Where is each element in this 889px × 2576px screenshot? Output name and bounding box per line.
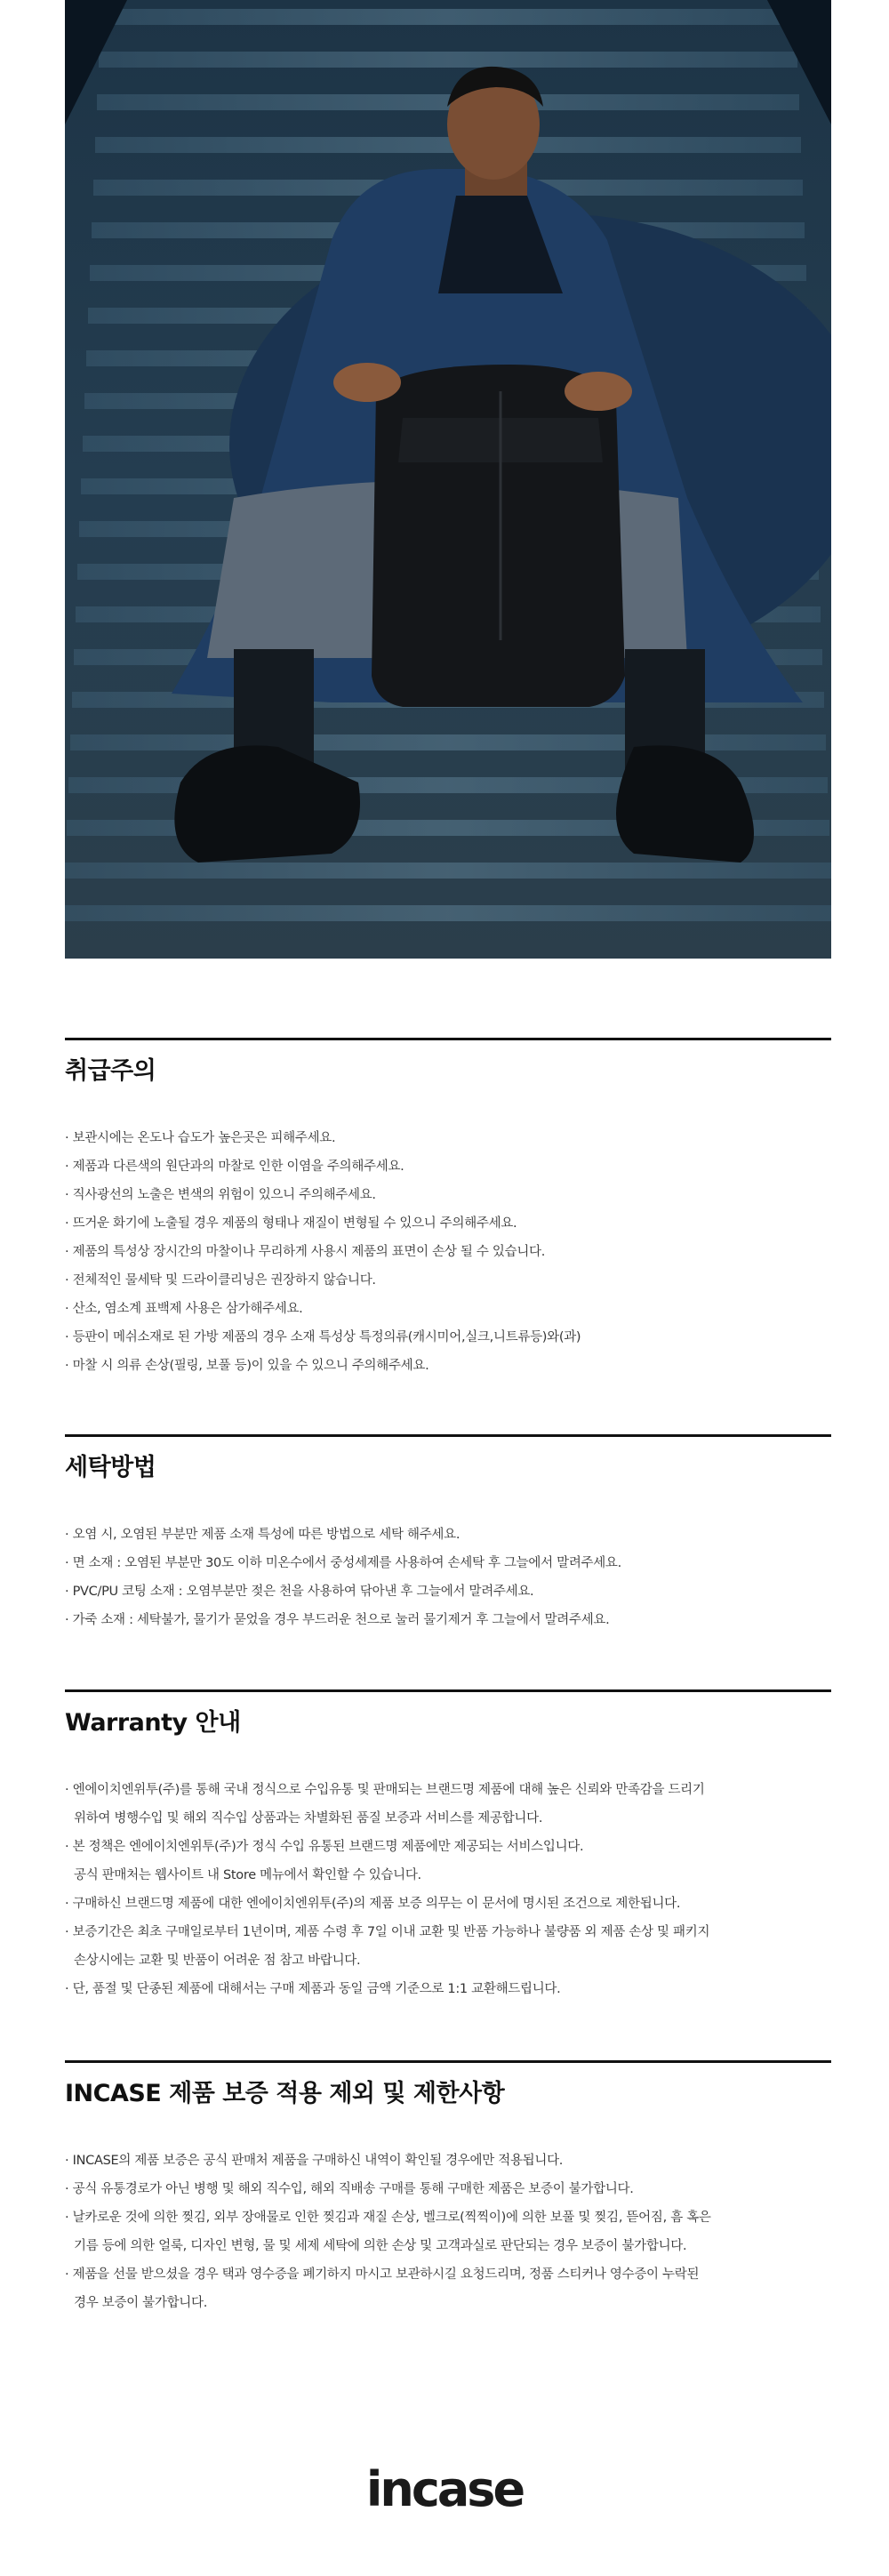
list-item-continuation: 기름 등에 의한 얼룩, 디자인 변형, 물 및 세제 세탁에 의한 손상 및 고객과실로 판단되는 경우 보증이 불가합니다.	[74, 2239, 687, 2253]
list-item: · 전체적인 물세탁 및 드라이클리닝은 권장하지 않습니다.	[65, 1273, 376, 1288]
list-item	[65, 2260, 831, 2317]
list-item: · 오염 시, 오염된 부분만 제품 소재 특성에 따른 방법으로 세탁 해주세요.	[65, 1528, 461, 1542]
list-item-continuation: 경우 보증이 불가합니다.	[74, 2296, 207, 2310]
list-item-continuation: 공식 판매처는 웹사이트 내 Store 메뉴에서 확인할 수 있습니다.	[74, 1868, 421, 1882]
care-title: 취급주의	[65, 1057, 156, 1085]
list-item: · 마찰 시 의류 손상(필링, 보풀 등)이 있을 수 있으니 주의해주세요.	[65, 1359, 429, 1373]
list-item: · 직사광선의 노출은 변색의 위험이 있으니 주의해주세요.	[65, 1188, 376, 1202]
list-item-text: · 엔에이치엔위투(주)를 통해 국내 정식으로 수입유통 및 판매되는 브랜드명 제품에 대해 높은 신뢰와 만족감을 드리기	[65, 1783, 705, 1797]
list-item: · 면 소재 : 오염된 부분만 30도 이하 미온수에서 중성세제를 사용하여 손세탁 후 그늘에서 말려주세요.	[65, 1556, 621, 1570]
list-item-text: · 날카로운 것에 의한 찢김, 외부 장애물로 인한 찢김과 재질 손상, 벨크로(찍찍이)에 의한 보풀 및 찢김, 뜯어짐, 흠 혹은	[65, 2211, 711, 2225]
stair-step	[95, 137, 801, 153]
footer	[0, 2463, 889, 2516]
exclusions-title: INCASE 제품 보증 적용 제외 및 제한사항	[65, 2080, 505, 2107]
care-list	[65, 1124, 831, 1380]
exclusions-list	[65, 2147, 831, 2317]
wash-list	[65, 1521, 831, 1634]
list-item-text: · 제품을 선물 받으셨을 경우 택과 영수증을 폐기하지 마시고 보관하시길 요청드리며, 정품 스티커나 영수증이 누락된	[65, 2267, 700, 2282]
list-item	[65, 1833, 831, 1890]
list-item: · 제품과 다른색의 원단과의 마찰로 인한 이염을 주의해주세요.	[65, 1160, 404, 1174]
list-item-text: · 공식 유통경로가 아닌 병행 및 해외 직수입, 해외 직배송 구매를 통해 구매한 제품은 보증이 불가합니다.	[65, 2182, 634, 2196]
list-item-text: · 본 정책은 엔에이치엔위투(주)가 정식 수입 유통된 브랜드명 제품에만 제공되는 서비스입니다.	[65, 1840, 584, 1854]
list-item: · 등판이 메쉬소재로 된 가방 제품의 경우 소재 특성상 특정의류(캐시미어,실크,니트류등)와(과)	[65, 1330, 581, 1344]
list-item-text: · 구매하신 브랜드명 제품에 대한 엔에이치엔위투(주)의 제품 보증 의무는 이 문서에 명시된 조건으로 제한됩니다.	[65, 1897, 681, 1911]
warranty-title: Warranty 안내	[65, 1709, 241, 1737]
hero-photo	[65, 0, 831, 959]
section-divider	[65, 1689, 831, 1692]
list-item: · 제품의 특성상 장시간의 마찰이나 무리하게 사용시 제품의 표면이 손상 될 수 있습니다.	[65, 1245, 546, 1259]
list-item	[65, 2147, 831, 2175]
stair-step	[99, 52, 797, 68]
list-item: · 가죽 소재 : 세탁불가, 물기가 묻었을 경우 부드러운 천으로 눌러 물기제거 후 그늘에서 말려주세요.	[65, 1613, 610, 1627]
warranty-list	[65, 1776, 831, 2003]
stair-step	[100, 9, 796, 25]
wash-title: 세탁방법	[65, 1454, 156, 1481]
list-item: · 보관시에는 온도나 습도가 높은곳은 피해주세요.	[65, 1131, 336, 1145]
list-item	[65, 2175, 831, 2203]
list-item-text: · 단, 품절 및 단종된 제품에 대해서는 구매 제품과 동일 금액 기준으로 1:1 교환해드립니다.	[65, 1982, 561, 1996]
model-backpack-image	[65, 0, 831, 959]
wash-section	[65, 1434, 831, 1634]
list-item	[65, 1890, 831, 1918]
care-section	[65, 1038, 831, 1380]
section-divider	[65, 1038, 831, 1040]
list-item: · PVC/PU 코팅 소재 : 오염부분만 젖은 천을 사용하여 닦아낸 후 그늘에서 말려주세요.	[65, 1585, 534, 1599]
incase-logo: incase	[365, 2461, 524, 2517]
stair-step	[97, 94, 799, 110]
stair-step	[70, 734, 826, 750]
section-divider	[65, 2060, 831, 2063]
section-divider	[65, 1434, 831, 1437]
list-item-text: · INCASE의 제품 보증은 공식 판매처 제품을 구매하신 내역이 확인될 경우에만 적용됩니다.	[65, 2154, 564, 2168]
list-item: · 뜨거운 화기에 노출될 경우 제품의 형태나 재질이 변형될 수 있으니 주의해주세요.	[65, 1216, 517, 1231]
warranty-section	[65, 1689, 831, 2003]
list-item	[65, 1776, 831, 1833]
list-item-continuation: 손상시에는 교환 및 반품이 어려운 점 참고 바랍니다.	[74, 1954, 361, 1968]
exclusions-section	[65, 2060, 831, 2317]
stair-step	[65, 905, 831, 921]
list-item	[65, 1918, 831, 1975]
list-item	[65, 1975, 831, 2003]
list-item-continuation: 위하여 병행수입 및 해외 직수입 상품과는 차별화된 품질 보증과 서비스를 제공합니다.	[74, 1811, 543, 1826]
stair-step	[65, 863, 831, 879]
list-item	[65, 2203, 831, 2260]
list-item-text: · 보증기간은 최초 구매일로부터 1년이며, 제품 수령 후 7일 이내 교환 및 반품 가능하나 불량품 외 제품 손상 및 패키지	[65, 1925, 710, 1939]
list-item: · 산소, 염소계 표백제 사용은 삼가해주세요.	[65, 1302, 303, 1316]
